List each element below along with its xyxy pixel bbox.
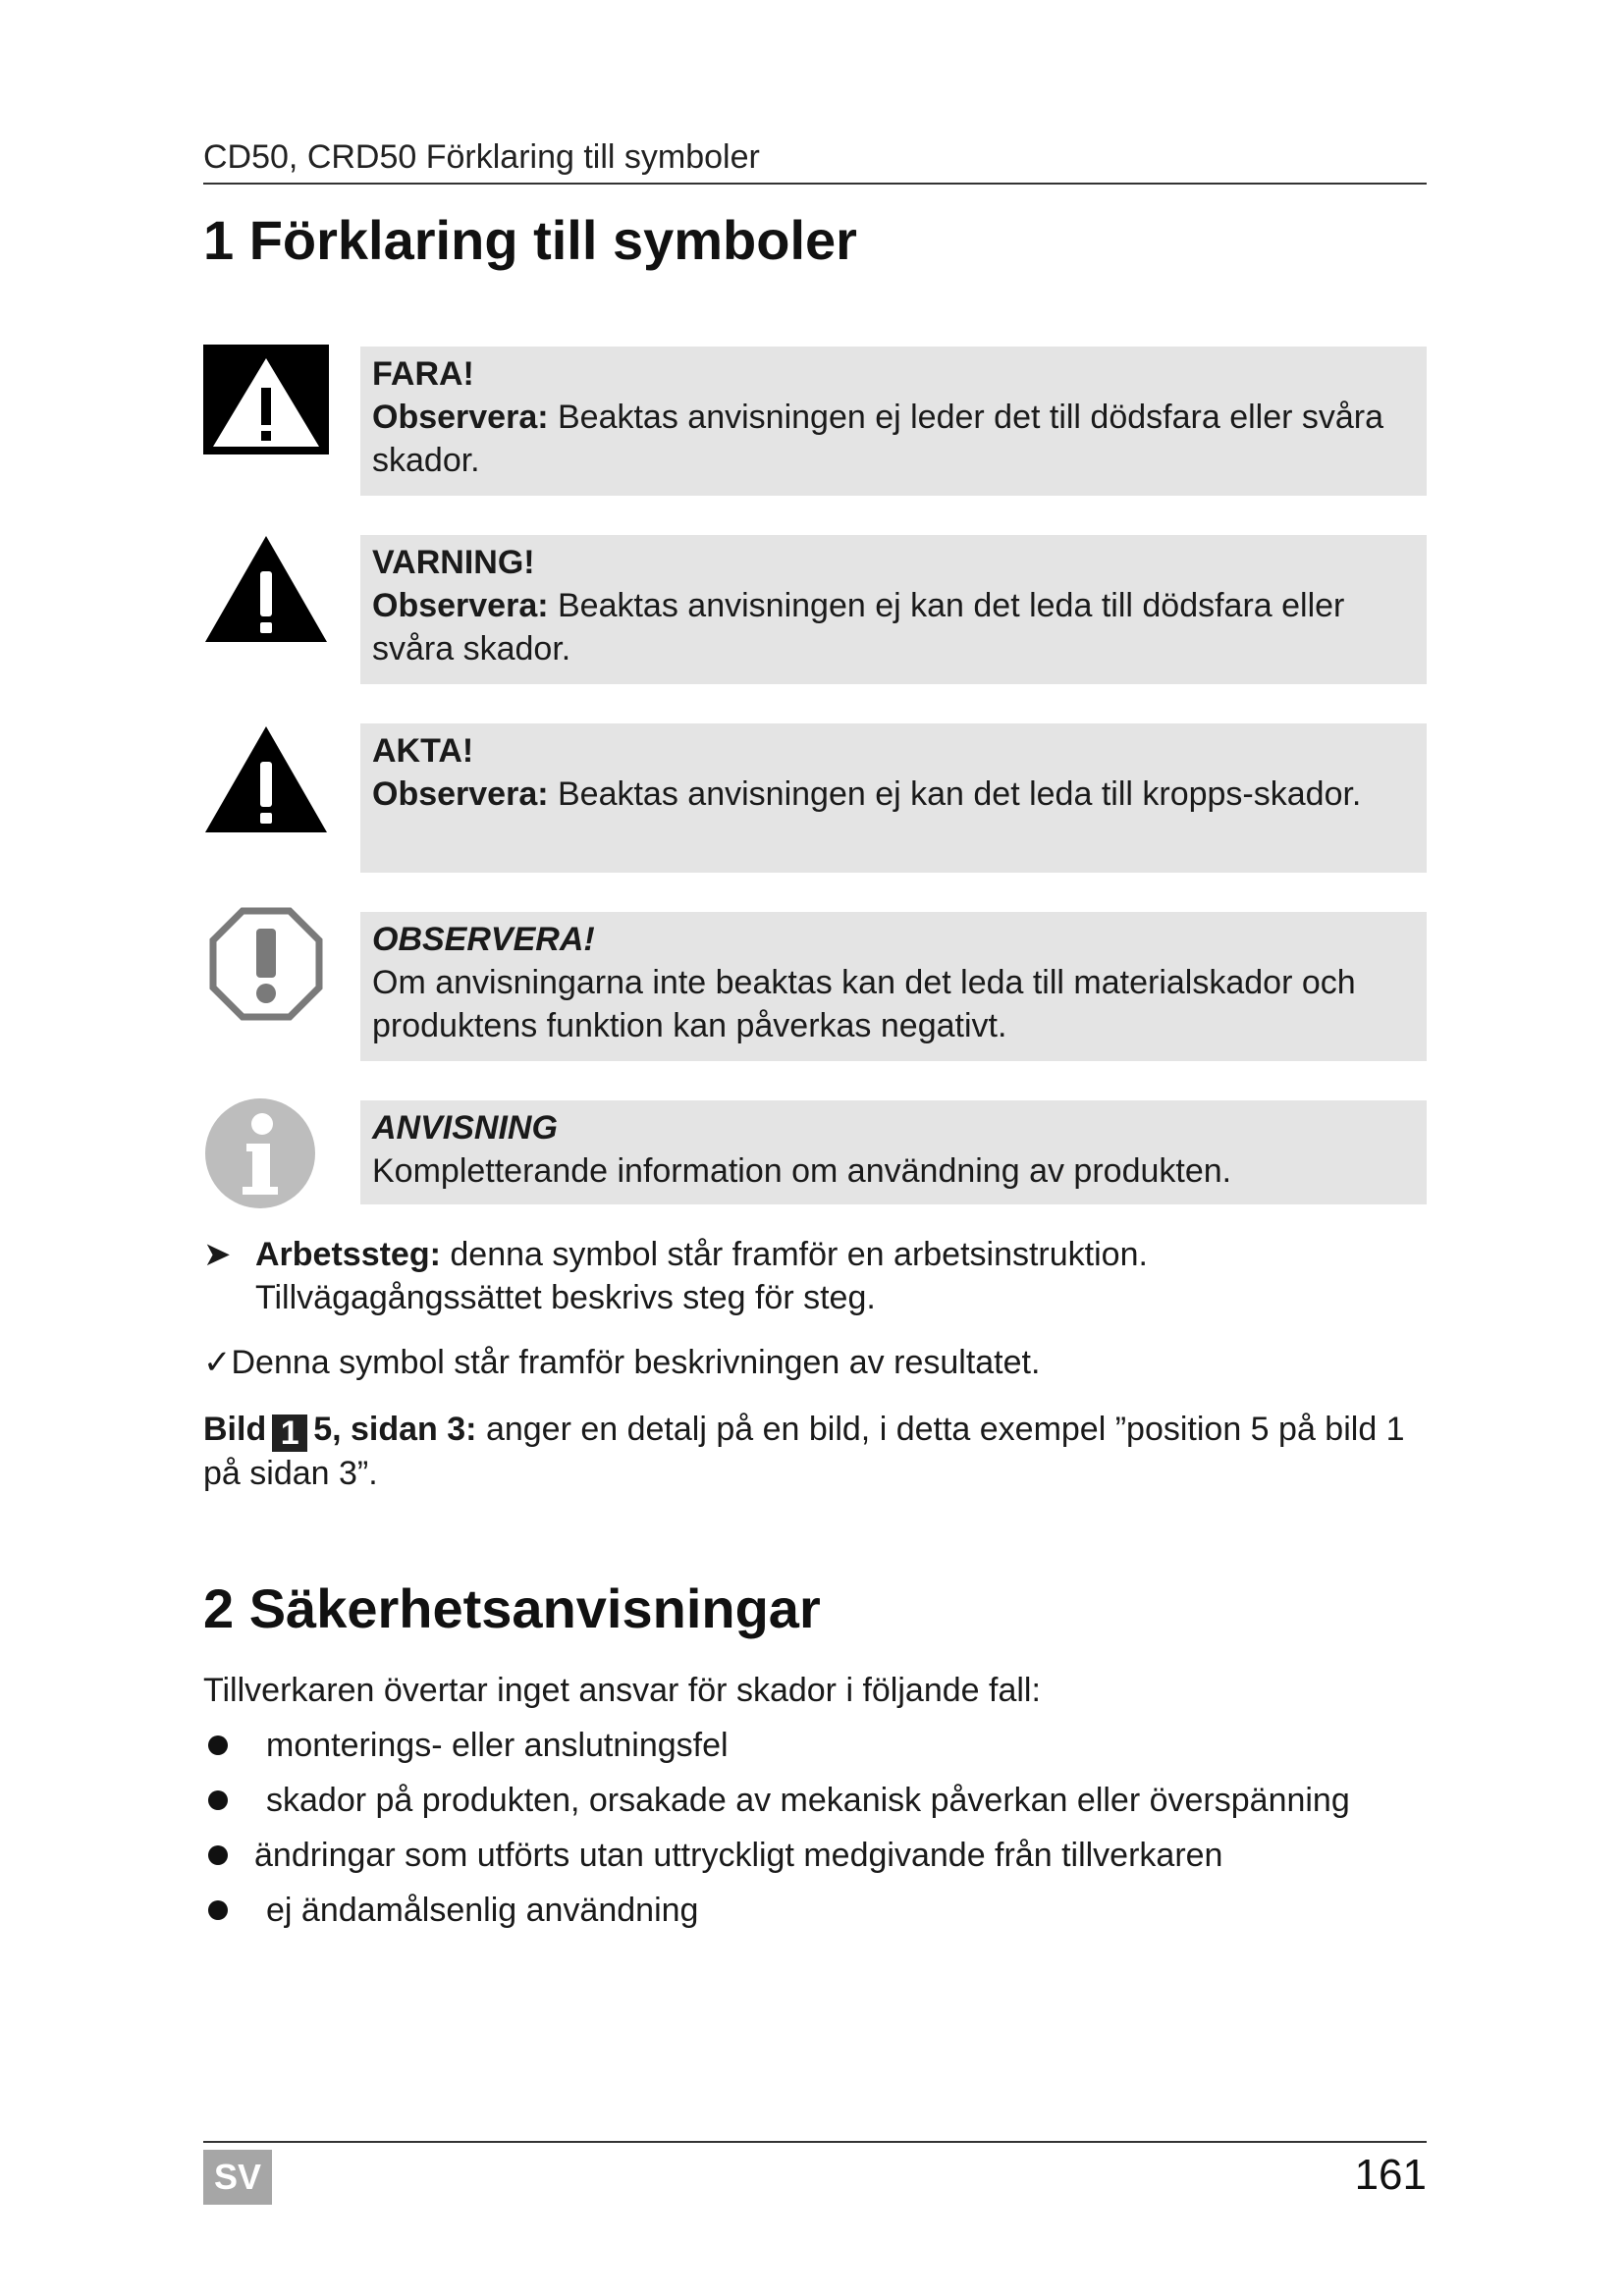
step-description bbox=[255, 1233, 1434, 1319]
bullet-dot bbox=[208, 1845, 228, 1865]
exclamation-octagon-icon bbox=[203, 907, 329, 1021]
bullet-dot bbox=[208, 1735, 228, 1755]
notice-title: FARA! bbox=[372, 355, 474, 393]
notice-notice bbox=[360, 912, 1427, 1061]
notice-text bbox=[372, 584, 1415, 670]
footer-rule bbox=[203, 2141, 1427, 2143]
section-2-heading: 2 Säkerhetsanvisningar bbox=[203, 1577, 821, 1639]
notice-body: Beaktas anvisningen ej kan det leda till dödsfara eller svåra skador. bbox=[372, 587, 1345, 667]
notice-text: Kompletterande information om användning av produkten. bbox=[372, 1152, 1232, 1190]
bullet-dot bbox=[208, 1790, 228, 1810]
page-number: 161 bbox=[1354, 2151, 1427, 2199]
step-body: denna symbol står framför en arbetsinstruktion. Tillvägagångssättet beskrivs steg för steg. bbox=[255, 1236, 1148, 1316]
language-badge: SV bbox=[203, 2150, 272, 2205]
section-1-heading: 1 Förklaring till symboler bbox=[203, 209, 857, 271]
notice-body: Beaktas anvisningen ej kan det leda till kropps-skador. bbox=[548, 775, 1362, 813]
notice-caution bbox=[360, 723, 1427, 873]
running-header: CD50, CRD50 Förklaring till symboler bbox=[203, 135, 1427, 185]
check-icon: ✓ bbox=[203, 1344, 232, 1381]
caution-triangle-icon bbox=[203, 724, 329, 834]
list-item: monterings- eller anslutningsfel bbox=[266, 1727, 729, 1764]
section-2-intro: Tillverkaren övertar inget ansvar för skador i följande fall: bbox=[203, 1672, 1041, 1709]
warning-triangle-icon bbox=[203, 534, 329, 644]
notice-title: VARNING! bbox=[372, 544, 535, 581]
notice-title: OBSERVERA! bbox=[372, 921, 595, 958]
notice-title: AKTA! bbox=[372, 732, 474, 770]
figure-number-badge: 1 bbox=[272, 1415, 307, 1452]
figure-position: 5, sidan 3: bbox=[313, 1411, 477, 1448]
notice-text bbox=[372, 396, 1415, 482]
notice-danger bbox=[360, 347, 1427, 496]
notice-info bbox=[360, 1100, 1427, 1204]
figure-label: Bild bbox=[203, 1411, 267, 1448]
notice-title: ANVISNING bbox=[372, 1109, 558, 1147]
list-item: ändringar som utförts utan uttryckligt medgivande från tillverkaren bbox=[254, 1837, 1223, 1874]
step-arrow-icon: ➤ bbox=[203, 1236, 232, 1273]
info-circle-icon bbox=[203, 1096, 317, 1210]
notice-body: Beaktas anvisningen ej leder det till dödsfara eller svåra skador. bbox=[372, 399, 1384, 479]
step-label: Arbetssteg: bbox=[255, 1236, 441, 1273]
notice-label: Observera: bbox=[372, 775, 549, 813]
notice-text: Om anvisningarna inte beaktas kan det leda till materialskador och produktens funktion kan påverkas negativt. bbox=[372, 964, 1356, 1044]
figure-reference bbox=[203, 1408, 1431, 1495]
result-description bbox=[203, 1341, 1450, 1384]
notice-label: Observera: bbox=[372, 587, 549, 624]
notice-warning bbox=[360, 535, 1427, 684]
figure-reference-body: anger en detalj på en bild, i detta exempel ”position 5 på bild 1 på sidan 3”. bbox=[203, 1411, 1405, 1492]
notice-text bbox=[372, 773, 1415, 816]
result-body: Denna symbol står framför beskrivningen av resultatet. bbox=[231, 1344, 1041, 1381]
list-item: skador på produkten, orsakade av mekanisk påverkan eller överspänning bbox=[266, 1782, 1350, 1819]
danger-warning-triangle-framed-icon bbox=[203, 345, 329, 454]
notice-label: Observera: bbox=[372, 399, 549, 436]
list-item: ej ändamålsenlig användning bbox=[266, 1892, 699, 1929]
bullet-dot bbox=[208, 1900, 228, 1920]
